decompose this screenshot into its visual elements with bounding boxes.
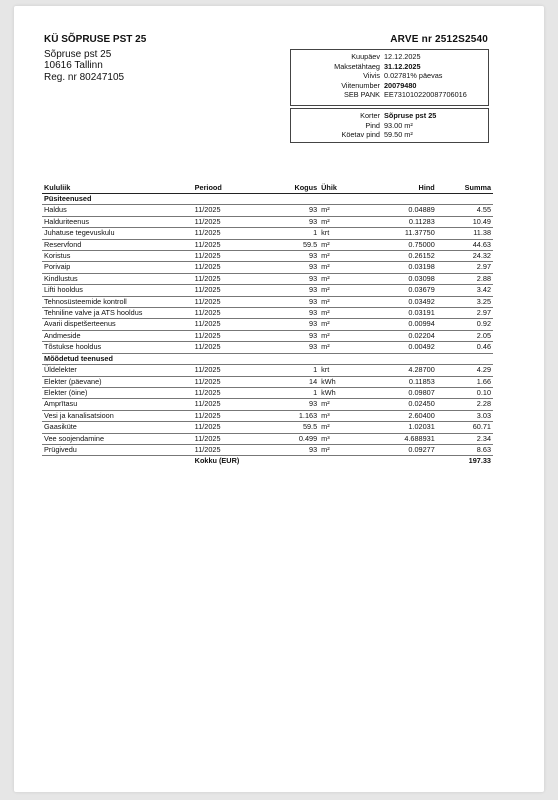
cell-price: 0.02204 [362, 330, 437, 341]
cell-period: 11/2025 [193, 387, 273, 398]
cell-qty: 93 [273, 273, 320, 284]
detail-value: 59.50 m² [384, 130, 413, 140]
cell-period: 11/2025 [193, 330, 273, 341]
cell-sum: 4.55 [437, 205, 493, 216]
cell-period: 11/2025 [193, 273, 273, 284]
cell-price: 0.04889 [362, 205, 437, 216]
cell-qty: 93 [273, 285, 320, 296]
detail-label: Korter [360, 111, 380, 120]
cell-price: 0.03098 [362, 273, 437, 284]
section-title: Püsiteenused [42, 194, 493, 205]
detail-value: 31.12.2025 [384, 61, 421, 71]
cell-unit: m³ [319, 433, 361, 444]
cell-unit: m² [319, 296, 361, 307]
table-row [42, 444, 493, 455]
table-row [42, 296, 493, 307]
cell-sum: 2.97 [437, 262, 493, 273]
cell-period: 11/2025 [193, 296, 273, 307]
header-uhik: Ühik [319, 183, 361, 194]
cell-name: Andmeside [42, 330, 193, 341]
cell-period: 11/2025 [193, 422, 273, 433]
header-kululiik: Kululiik [42, 183, 193, 194]
cell-price: 4.28700 [362, 365, 437, 376]
company-address-street: Sõpruse pst 25 [44, 48, 112, 60]
cell-qty: 93 [273, 296, 320, 307]
cell-sum: 0.10 [437, 387, 493, 398]
cell-price: 0.26152 [362, 251, 437, 262]
cell-sum: 2.34 [437, 433, 493, 444]
cell-name: Reservfond [42, 239, 193, 250]
cell-period: 11/2025 [193, 308, 273, 319]
cell-name: Elekter (päevane) [42, 376, 193, 387]
header-hind: Hind [362, 183, 437, 194]
cell-qty: 93 [273, 251, 320, 262]
cell-name: Tõstukse hooldus [42, 342, 193, 353]
cell-sum: 2.05 [437, 330, 493, 341]
cell-price: 0.00994 [362, 319, 437, 330]
cell-qty: 93 [273, 262, 320, 273]
cell-unit: m² [319, 239, 361, 250]
detail-value: 12.12.2025 [384, 52, 421, 61]
cell-unit: m³ [319, 410, 361, 421]
table-row [42, 376, 493, 387]
cell-sum: 0.92 [437, 319, 493, 330]
cell-name: Halduriteenus [42, 216, 193, 227]
cell-period: 11/2025 [193, 433, 273, 444]
cell-period: 11/2025 [193, 444, 273, 455]
cell-sum: 3.42 [437, 285, 493, 296]
cell-qty: 93 [273, 444, 320, 455]
cell-name: Tehnosüsteemide kontroll [42, 296, 193, 307]
cell-price: 0.03198 [362, 262, 437, 273]
table-row [42, 410, 493, 421]
detail-value: 20079480 [384, 80, 417, 90]
cell-period: 11/2025 [193, 251, 273, 262]
cell-unit: m² [319, 216, 361, 227]
invoice-title [290, 34, 488, 45]
table-row [42, 216, 493, 227]
section-title: Mõõdetud teenused [42, 353, 493, 364]
cell-period: 11/2025 [193, 205, 273, 216]
table-row [42, 319, 493, 330]
cell-name: Prügivedu [42, 444, 193, 455]
cell-qty: 59.5 [273, 239, 320, 250]
table-row [42, 251, 493, 262]
table-row [42, 399, 493, 410]
total-empty-cell [362, 456, 437, 467]
cell-sum: 44.63 [437, 239, 493, 250]
cell-name: Elekter (öine) [42, 387, 193, 398]
total-value: 197.33 [468, 456, 491, 466]
cell-period: 11/2025 [193, 399, 273, 410]
cell-sum: 10.49 [437, 216, 493, 227]
table-row [42, 308, 493, 319]
apartment-details-box [290, 108, 489, 143]
cell-price: 0.09807 [362, 387, 437, 398]
cell-unit: m² [319, 319, 361, 330]
cell-name: Tehniline valve ja ATS hooldus [42, 308, 193, 319]
total-empty-cell [42, 456, 193, 467]
total-empty-cell [319, 456, 361, 467]
table-row [42, 342, 493, 353]
cell-qty: 93 [273, 205, 320, 216]
cell-unit: krt [319, 228, 361, 239]
table-row [42, 387, 493, 398]
cell-name: Vee soojendamine [42, 433, 193, 444]
cell-unit: m² [319, 285, 361, 296]
table-row [42, 228, 493, 239]
total-empty-cell [273, 456, 320, 467]
invoice-title-label: ARVE nr [390, 34, 433, 45]
table-row [42, 433, 493, 444]
detail-label: Köetav pind [341, 130, 380, 140]
cell-price: 0.09277 [362, 444, 437, 455]
invoice-details-box [290, 49, 489, 106]
detail-value: 0.02781% päevas [384, 71, 443, 81]
cell-price: 0.02450 [362, 399, 437, 410]
detail-label: Kuupäev [351, 52, 380, 61]
cell-price: 0.03492 [362, 296, 437, 307]
cell-sum: 0.46 [437, 342, 493, 353]
cell-price: 0.11853 [362, 376, 437, 387]
cell-price: 0.03679 [362, 285, 437, 296]
cell-unit: m² [319, 444, 361, 455]
total-label: Kokku (EUR) [194, 456, 240, 466]
cell-period: 11/2025 [193, 216, 273, 227]
cell-name: Lifti hooldus [42, 285, 193, 296]
section-row [42, 353, 493, 364]
cell-qty: 93 [273, 330, 320, 341]
cell-price: 4.688931 [362, 433, 437, 444]
detail-value: 93.00 m² [384, 120, 413, 130]
cell-qty: 1 [273, 365, 320, 376]
cell-period: 11/2025 [193, 365, 273, 376]
table-body [42, 194, 493, 467]
company-reg-number: Reg. nr 80247105 [44, 71, 125, 83]
section-row [42, 194, 493, 205]
cell-qty: 93 [273, 319, 320, 330]
cell-unit: m² [319, 422, 361, 433]
cell-unit: m² [319, 251, 361, 262]
items-table [42, 183, 493, 467]
cell-sum: 3.03 [437, 410, 493, 421]
cell-price: 11.37750 [362, 228, 437, 239]
cell-qty: 1.163 [273, 410, 320, 421]
cell-unit: m² [319, 308, 361, 319]
cell-unit: m² [319, 205, 361, 216]
table-row [42, 239, 493, 250]
cell-unit: m² [319, 342, 361, 353]
header-periood: Periood [193, 183, 273, 194]
cell-sum: 60.71 [437, 422, 493, 433]
header-summa: Summa [437, 183, 493, 194]
cell-name: Haldus [42, 205, 193, 216]
cell-unit: kWh [319, 376, 361, 387]
invoice-number: 2512S2540 [435, 34, 488, 45]
cell-sum: 8.63 [437, 444, 493, 455]
cell-sum: 1.66 [437, 376, 493, 387]
cell-name: Üldelekter [42, 365, 193, 376]
cell-period: 11/2025 [193, 228, 273, 239]
cell-sum: 2.88 [437, 273, 493, 284]
table-header-row [42, 183, 493, 194]
cell-period: 11/2025 [193, 239, 273, 250]
cell-sum: 24.32 [437, 251, 493, 262]
cell-qty: 59.5 [273, 422, 320, 433]
cell-unit: m² [319, 399, 361, 410]
cell-qty: 93 [273, 308, 320, 319]
cell-price: 2.60400 [362, 410, 437, 421]
cell-qty: 14 [273, 376, 320, 387]
cell-unit: m² [319, 273, 361, 284]
company-block [44, 34, 146, 83]
cell-sum: 2.97 [437, 308, 493, 319]
cell-sum: 11.38 [437, 228, 493, 239]
table-row [42, 330, 493, 341]
cell-qty: 0.499 [273, 433, 320, 444]
table-row [42, 422, 493, 433]
cell-price: 1.02031 [362, 422, 437, 433]
cell-qty: 1 [273, 228, 320, 239]
header-kogus: Kogus [273, 183, 320, 194]
cell-price: 0.75000 [362, 239, 437, 250]
table-row [42, 205, 493, 216]
cell-price: 0.11283 [362, 216, 437, 227]
cell-price: 0.00492 [362, 342, 437, 353]
cell-unit: kWh [319, 387, 361, 398]
detail-label: SEB PANK [344, 90, 380, 100]
total-row [42, 456, 493, 467]
cell-name: Avarii dispetšerteenus [42, 319, 193, 330]
cell-sum: 3.25 [437, 296, 493, 307]
cell-qty: 93 [273, 342, 320, 353]
table-row [42, 285, 493, 296]
company-address-city: 10616 Tallinn [44, 60, 103, 71]
cell-name: Kindlustus [42, 273, 193, 284]
cell-period: 11/2025 [193, 342, 273, 353]
detail-label: Pind [365, 120, 380, 130]
cell-qty: 1 [273, 387, 320, 398]
cell-name: Koristus [42, 251, 193, 262]
cell-name: Juhatuse tegevuskulu [42, 228, 193, 239]
cell-qty: 93 [273, 216, 320, 227]
detail-value: EE731010220087706016 [384, 90, 467, 100]
cell-period: 11/2025 [193, 285, 273, 296]
table-row [42, 365, 493, 376]
cell-period: 11/2025 [193, 376, 273, 387]
cell-unit: m² [319, 262, 361, 273]
detail-value: Sõpruse pst 25 [384, 111, 437, 120]
cell-qty: 93 [273, 399, 320, 410]
detail-label: Viitenumber [341, 80, 380, 90]
cell-period: 11/2025 [193, 262, 273, 273]
detail-label: Maksetähtaeg [334, 61, 380, 71]
cell-sum: 4.29 [437, 365, 493, 376]
cell-name: Vesi ja kanalisatsioon [42, 410, 193, 421]
cell-period: 11/2025 [193, 319, 273, 330]
cell-name: Gaasiküte [42, 422, 193, 433]
company-name: KÜ SÕPRUSE PST 25 [44, 34, 147, 45]
cell-period: 11/2025 [193, 410, 273, 421]
detail-label: Viivis [363, 71, 380, 81]
table-row [42, 262, 493, 273]
cell-sum: 2.28 [437, 399, 493, 410]
cell-unit: krt [319, 365, 361, 376]
table-row [42, 273, 493, 284]
cell-price: 0.03191 [362, 308, 437, 319]
cell-name: Amprītasu [42, 399, 193, 410]
cell-unit: m² [319, 330, 361, 341]
cell-name: Porivaip [42, 262, 193, 273]
